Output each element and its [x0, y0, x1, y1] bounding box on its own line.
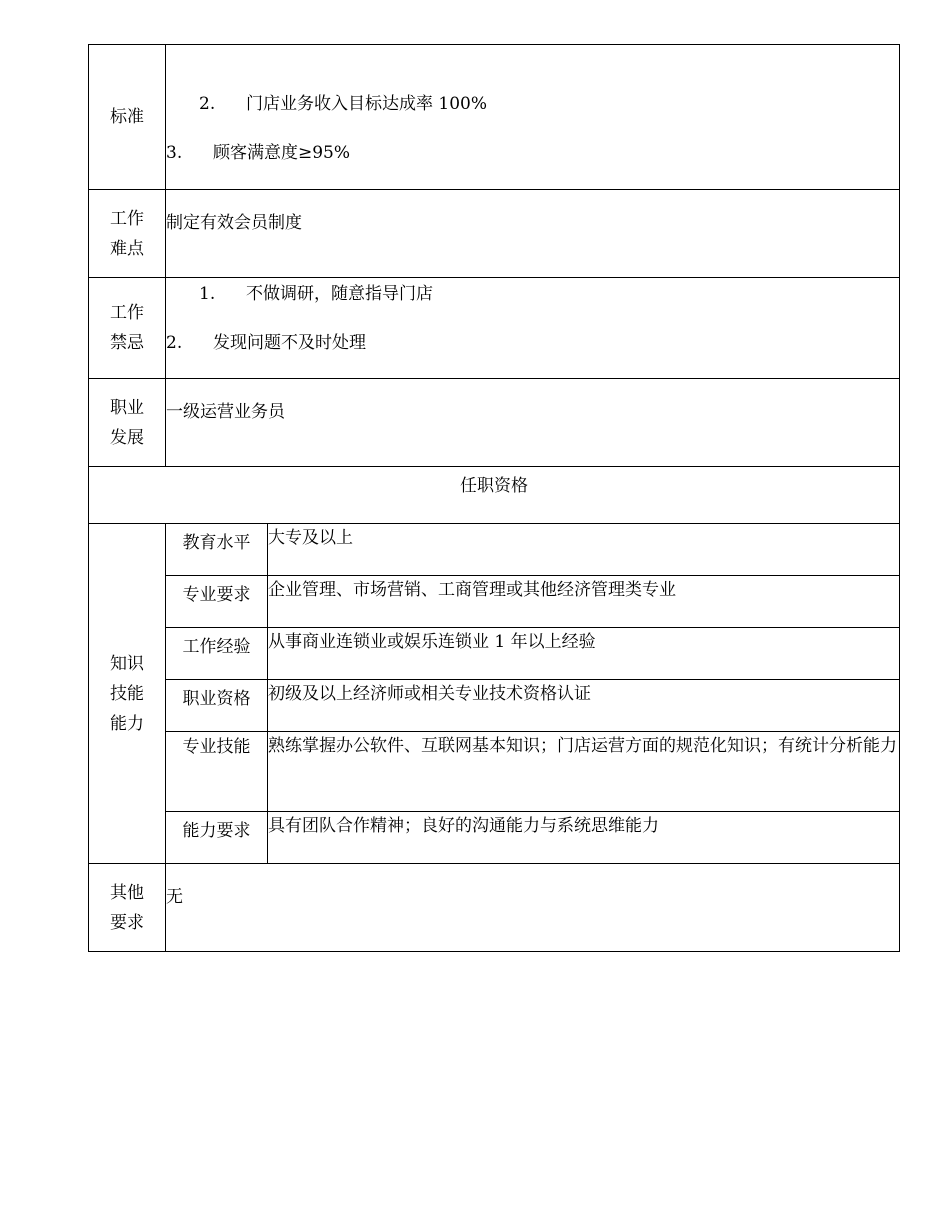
qualification-row: [89, 732, 900, 812]
taboo-content: [166, 278, 900, 379]
standard-content: [166, 45, 900, 190]
standard-row: [89, 45, 900, 190]
standard-item: 2. 门店业务收入目标达成率 100%: [199, 94, 488, 114]
difficulty-content: 制定有效会员制度: [166, 190, 900, 278]
career-content: 一级运营业务员: [166, 379, 900, 467]
qualification-label: 专业技能: [166, 732, 268, 812]
qualification-label: 工作经验: [166, 628, 268, 680]
standard-item: 3. 顾客满意度≥95%: [166, 143, 351, 163]
qualifications-heading-row: [89, 467, 900, 524]
career-row: [89, 379, 900, 467]
qualification-value: 具有团队合作精神；良好的沟通能力与系统思维能力: [268, 812, 900, 864]
qualification-value: 大专及以上: [268, 524, 900, 576]
other-content: 无: [166, 864, 900, 952]
knowledge-skill-label: 知识 技能 能力: [89, 524, 166, 864]
standard-label: 标准: [89, 45, 166, 190]
qualification-label: 专业要求: [166, 576, 268, 628]
taboo-label: 工作 禁忌: [89, 278, 166, 379]
taboo-item: 1. 不做调研，随意指导门店: [199, 284, 433, 304]
qualification-value: 企业管理、市场营销、工商管理或其他经济管理类专业: [268, 576, 900, 628]
qualification-row: [89, 576, 900, 628]
taboo-item: 2. 发现问题不及时处理: [166, 333, 366, 353]
job-description-table: [88, 44, 900, 952]
qualification-label: 职业资格: [166, 680, 268, 732]
qualification-row: [89, 812, 900, 864]
career-label: 职业 发展: [89, 379, 166, 467]
qualification-row: [89, 524, 900, 576]
qualification-value: 初级及以上经济师或相关专业技术资格认证: [268, 680, 900, 732]
qualification-value: 从事商业连锁业或娱乐连锁业 1 年以上经验: [268, 628, 900, 680]
other-row: [89, 864, 900, 952]
qualification-row: [89, 680, 900, 732]
other-label: 其他 要求: [89, 864, 166, 952]
difficulty-label: 工作 难点: [89, 190, 166, 278]
qualification-label: 能力要求: [166, 812, 268, 864]
qualifications-heading: 任职资格: [89, 467, 900, 524]
qualification-value: 熟练掌握办公软件、互联网基本知识；门店运营方面的规范化知识；有统计分析能力: [268, 732, 900, 812]
qualification-label: 教育水平: [166, 524, 268, 576]
qualification-row: [89, 628, 900, 680]
taboo-row: [89, 278, 900, 379]
difficulty-row: [89, 190, 900, 278]
